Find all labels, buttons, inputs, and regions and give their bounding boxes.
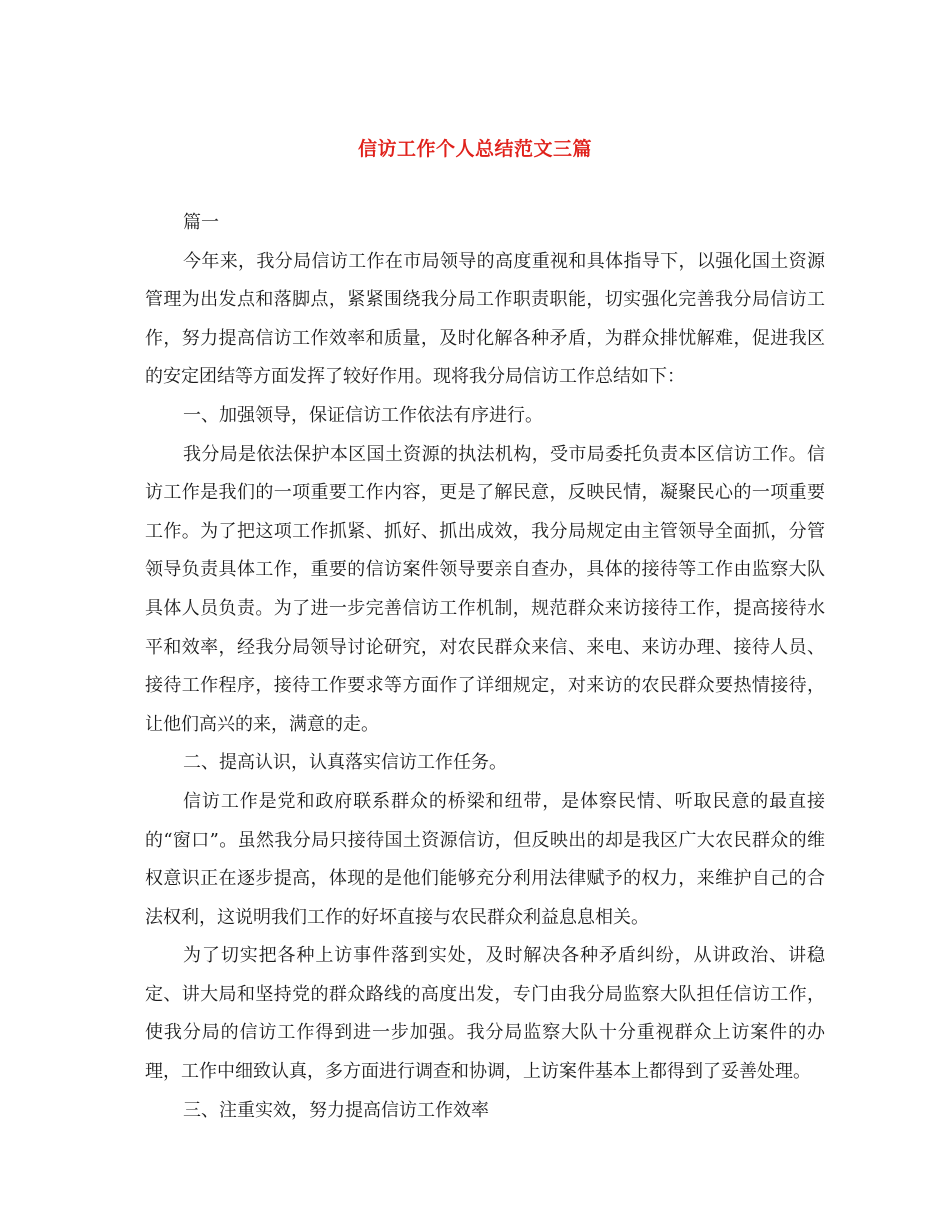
document-title: 信访工作个人总结范文三篇 <box>357 138 592 160</box>
section-heading-part-one: 篇一 <box>183 212 219 233</box>
section-heading-3: 三、注重实效，努力提高信访工作效率 <box>183 1099 489 1121</box>
section-heading-2: 二、提高认识，认真落实信访工作任务。 <box>183 752 507 774</box>
section-heading-1: 一、加强领导，保证信访工作依法有序进行。 <box>183 404 543 426</box>
body-paragraph: 我分局是依法保护本区国土资源的执法机构，受市局委托负责本区信访工作。信访工作是我们的一项重要工作内容，更是了解民意，反映民情，凝聚民心的一项重要工作。为了把这项工作抓紧、抓好、抓出成效，我分局规定由主管领导全面抓，分管领导负责具体工作，重要的信访案件领导要亲自查办，具体的接待等工作由监察大队具体人员负责。为了进一步完善信访工作机制，规范群众来访接待工作，提高接待水平和效率，经我分局领导讨论研究，对农民群众来信、来电、来访办理、接待人员、接待工作程序，接待工作要求等方面作了详细规定，对来访的农民群众要热情接待，让他们高兴的来，满意的走。 <box>145 443 825 735</box>
intro-paragraph: 今年来，我分局信访工作在市局领导的高度重视和具体指导下，以强化国土资源管理为出发点和落脚点，紧紧围绕我分局工作职责职能，切实强化完善我分局信访工作，努力提高信访工作效率和质量，及时化解各种矛盾，为群众排忧解难，促进我区的安定团结等方面发挥了较好作用。现将我分局信访工作总结如下： <box>145 250 825 388</box>
body-paragraph: 为了切实把各种上访事件落到实处，及时解决各种矛盾纠纷，从讲政治、讲稳定、讲大局和坚持党的群众路线的高度出发，专门由我分局监察大队担任信访工作，使我分局的信访工作得到进一步加强。我分局监察大队十分重视群众上访案件的办理，工作中细致认真，多方面进行调查和协调，上访案件基本上都得到了妥善处理。 <box>145 945 825 1083</box>
body-paragraph: 信访工作是党和政府联系群众的桥梁和纽带，是体察民情、听取民意的最直接的“窗口”。虽然我分局只接待国土资源信访，但反映出的却是我区广大农民群众的维权意识正在逐步提高，体现的是他们能够充分利用法律赋予的权力，来维护自己的合法权利，这说明我们工作的好坏直接与农民群众利益息息相关。 <box>145 790 825 928</box>
document-body <box>145 204 825 1130</box>
